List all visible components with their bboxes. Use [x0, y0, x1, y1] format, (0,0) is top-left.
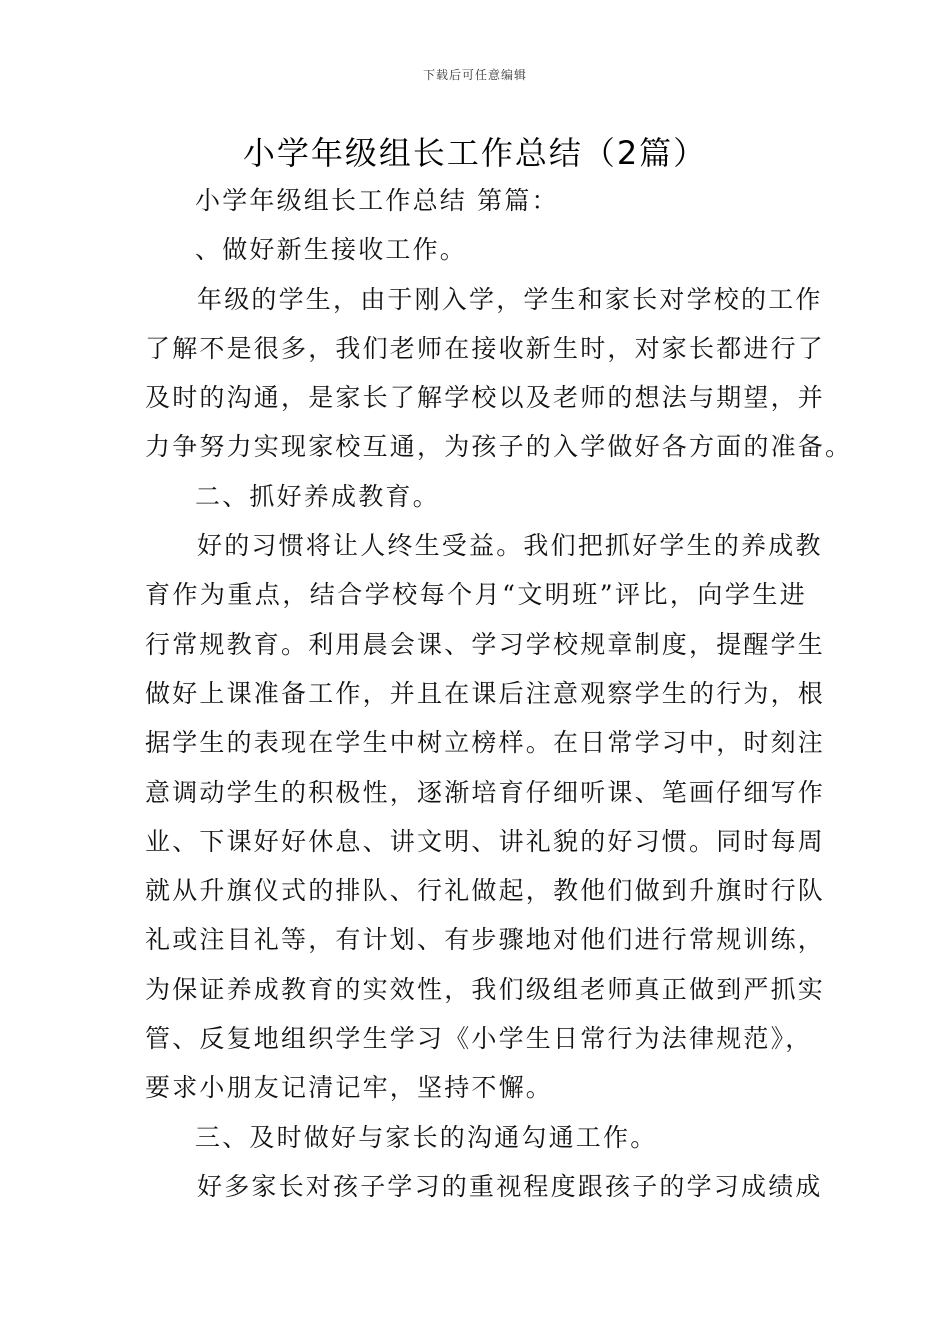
paragraph-line: 好的习惯将让人终生受益。我们把抓好学生的养成教 [197, 531, 823, 561]
paragraph-line: 意调动学生的积极性，逐渐培育仔细听课、笔画仔细写作 [145, 777, 826, 807]
paragraph-line: 行常规教育。利用晨会课、学习学校规章制度，提醒学生 [145, 629, 826, 659]
document-body [145, 176, 853, 1211]
paragraph-line: 要求小朋友记清记牢，坚持不懈。 [145, 1073, 554, 1103]
paragraph-line: 力争努力实现家校互通，为孩子的入学做好各方面的准备。 [145, 432, 853, 462]
paragraph-line: 礼或注目礼等，有计划、有步骤地对他们进行常规训练， [145, 925, 826, 955]
paragraph-line: 就从升旗仪式的排队、行礼做起，教他们做到升旗时行队 [145, 876, 826, 906]
paragraph-line: 做好上课准备工作，并且在课后注意观察学生的行为，根 [145, 678, 826, 708]
paragraph-line: 为保证养成教育的实效性，我们级组老师真正做到严抓实 [145, 974, 826, 1004]
paragraph-line: 育作为重点，结合学校每个月“文明班”评比，向学生进 [145, 580, 807, 610]
paragraph-line: 管、反复地组织学生学习《小学生日常行为法律规范》， [145, 1024, 813, 1054]
paragraph-line: 好多家长对孩子学习的重视程度跟孩子的学习成绩成 [197, 1171, 823, 1201]
section-heading: 小学年级组长工作总结 第篇： [195, 186, 559, 215]
section-heading: 、做好新生接收工作。 [195, 235, 468, 265]
paragraph-line: 年级的学生，由于刚入学，学生和家长对学校的工作 [197, 284, 823, 314]
section-heading: 二、抓好养成教育。 [195, 481, 440, 511]
section-heading: 三、及时做好与家长的沟通勾通工作。 [195, 1122, 658, 1152]
paragraph-line: 据学生的表现在学生中树立榜样。在日常学习中，时刻注 [145, 728, 826, 758]
paragraph-line: 业、下课好好休息、讲文明、讲礼貌的好习惯。同时每周 [145, 826, 826, 856]
document-title: 小学年级组长工作总结（2篇） [242, 134, 708, 172]
paragraph-line: 及时的沟通，是家长了解学校以及老师的想法与期望，并 [145, 383, 826, 413]
paragraph-line: 了解不是很多，我们老师在接收新生时，对家长都进行了 [145, 333, 826, 363]
page-header-note: 下载后可任意编辑 [422, 68, 527, 82]
